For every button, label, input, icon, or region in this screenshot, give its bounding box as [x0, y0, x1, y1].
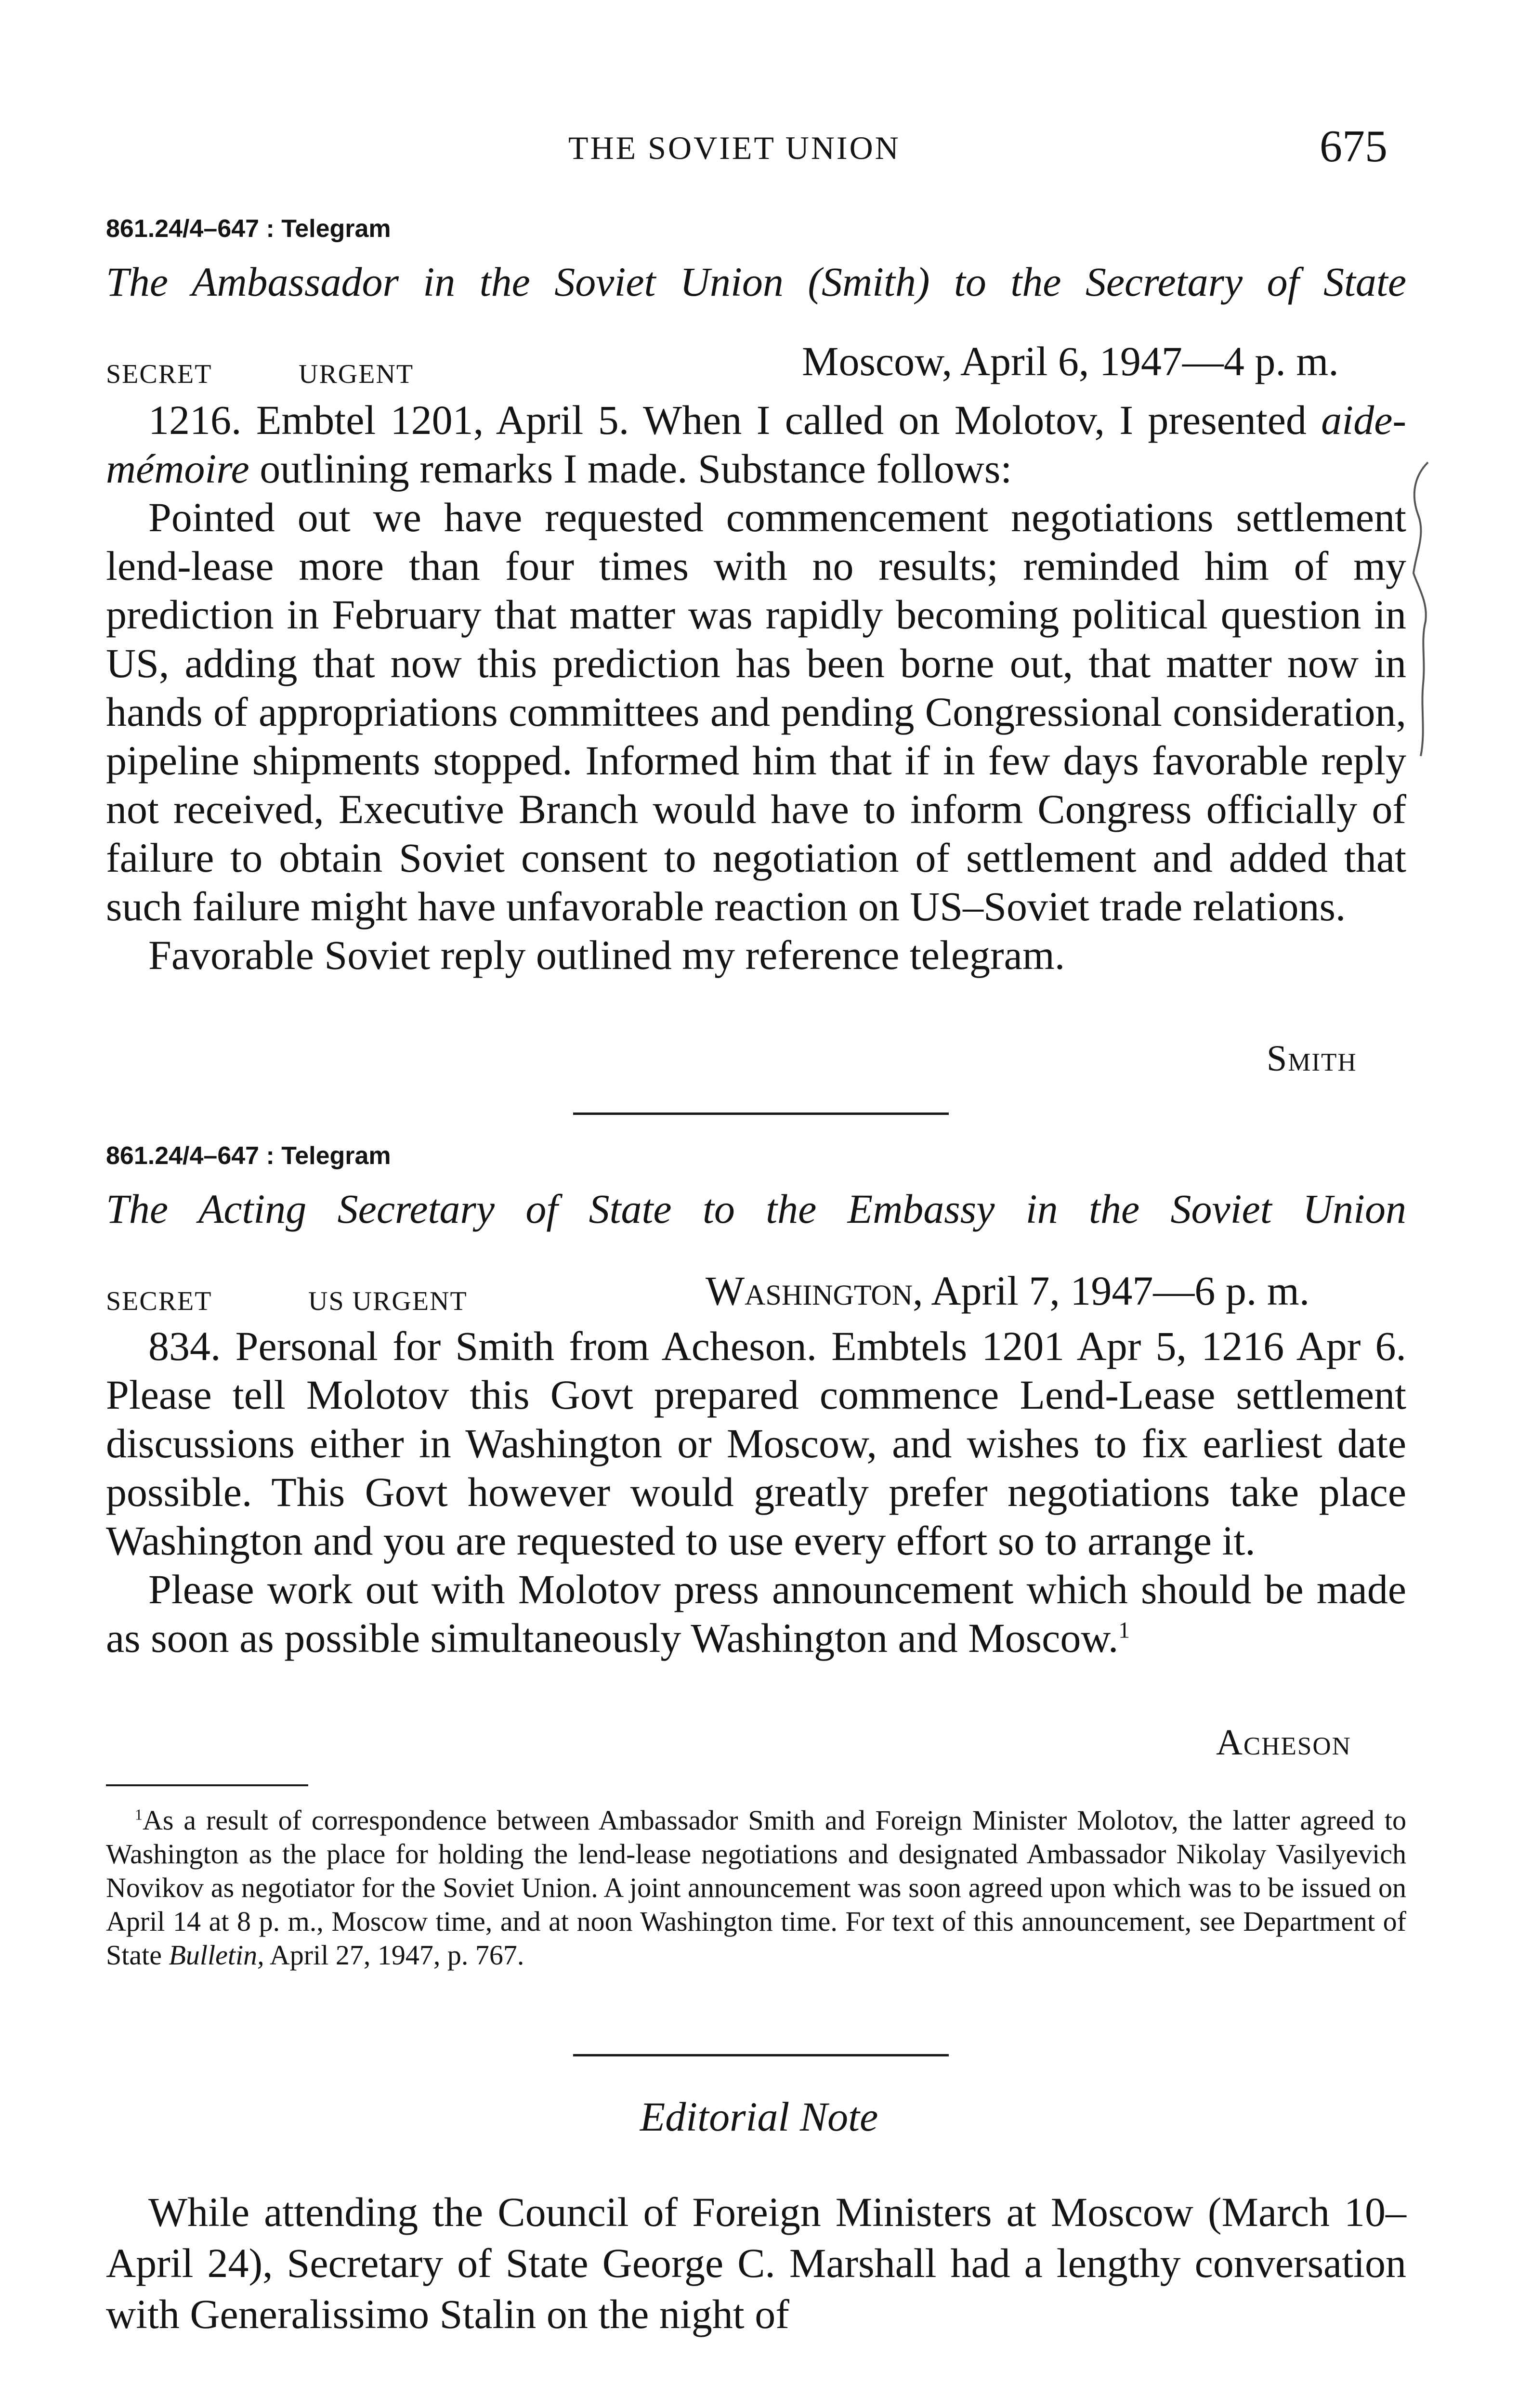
doc2-classification: SECRET [106, 1286, 212, 1316]
doc1-classification: SECRET [106, 359, 212, 389]
doc2-title: The Acting Secretary of State to the Embassy in the Soviet Union [106, 1186, 1406, 1232]
editorial-paragraph: While attending the Council of Foreign Ministers at Moscow (March 10–April 24), Secretary of State George C. Marshall had a lengthy conversation with Generalissimo Stalin on the night of [106, 2189, 1406, 2337]
footnote-marker: 1 [135, 1806, 143, 1823]
footnote-rule [106, 1784, 308, 1786]
doc2-paragraph-2: Please work out with Molotov press announcement which should be made as soon as possible simultaneously Washington and Moscow.$^1$ [106, 1566, 1406, 1661]
doc2-body [106, 1322, 1406, 1662]
footnote: $^1$As a result of correspondence between Ambassador Smith and Foreign Minister Molotov, the latter agreed to Washington as the place for holding the lend-lease negotiations and designated Ambassador Nikolay Vasilyevich Novikov as negotiator for the Soviet Union. A joint announcement was soon agreed upon which was to be issued on April 14 at 8 p. m., Moscow time, and at noon Washington time. For text of this announcement, see Department of State Bulletin, April 27, 1947, p. 767. [106, 1805, 1406, 1971]
running-title: THE SOVIET UNION [568, 130, 901, 166]
section-divider [573, 1112, 949, 1115]
doc2-paragraph-1: 834. Personal for Smith from Acheson. Embtels 1201 Apr 5, 1216 Apr 6. Please tell Molotov this Govt prepared commence Lend-Lease settlement discussions either in Washington or Moscow, and wishes to fix earliest date possible. This Govt however would greatly prefer negotiations take place Washington and you are requested to use every effort so to arrange it. [106, 1323, 1406, 1564]
editorial-note-body [106, 2186, 1406, 2340]
doc1-signature: Smith [1267, 1038, 1357, 1079]
page-number: 675 [1320, 121, 1387, 171]
italic-term: aide-mémoire [106, 397, 1406, 492]
doc1-priority: URGENT [299, 359, 414, 389]
doc1-dateline: Moscow, April 6, 1947—4 p. m. [802, 338, 1339, 384]
section-divider-2 [573, 2054, 949, 2056]
doc2-signature: Acheson [1216, 1722, 1351, 1763]
doc2-dateline: Washington, April 7, 1947—6 p. m. [706, 1268, 1310, 1314]
doc1-paragraph-3: Favorable Soviet reply outlined my reference telegram. [148, 932, 1065, 978]
editorial-note-title: Editorial Note [640, 2094, 878, 2140]
doc2-file-number: 861.24/4–647 : Telegram [106, 1142, 391, 1170]
footnote-reference: 1 [1118, 1618, 1130, 1643]
doc1-body [106, 396, 1406, 980]
doc1-paragraph-1: 1216. Embtel 1201, April 5. When I called on Molotov, I presented aide-mémoire outlining remarks I made. Substance follows: [106, 397, 1406, 492]
doc1-file-number: 861.24/4–647 : Telegram [106, 215, 391, 243]
margin-bracket-icon [1406, 458, 1445, 771]
doc2-priority: US URGENT [308, 1286, 468, 1316]
doc1-paragraph-2: Pointed out we have requested commencement negotiations settlement lend-lease more than four times with no results; reminded him of my prediction in February that matter was rapidly becoming political question in US, adding that now this prediction has been borne out, that matter now in hands of appropriations committees and pending Congressional consideration, pipeline shipments stopped. Informed him that if in few days favorable reply not received, Executive Branch would have to inform Congress officially of failure to obtain Soviet consent to negotiation of settlement and added that such failure might have unfavorable reaction on US–Soviet trade relations. [106, 494, 1406, 929]
doc1-title: The Ambassador in the Soviet Union (Smith) to the Secretary of State [106, 259, 1406, 305]
